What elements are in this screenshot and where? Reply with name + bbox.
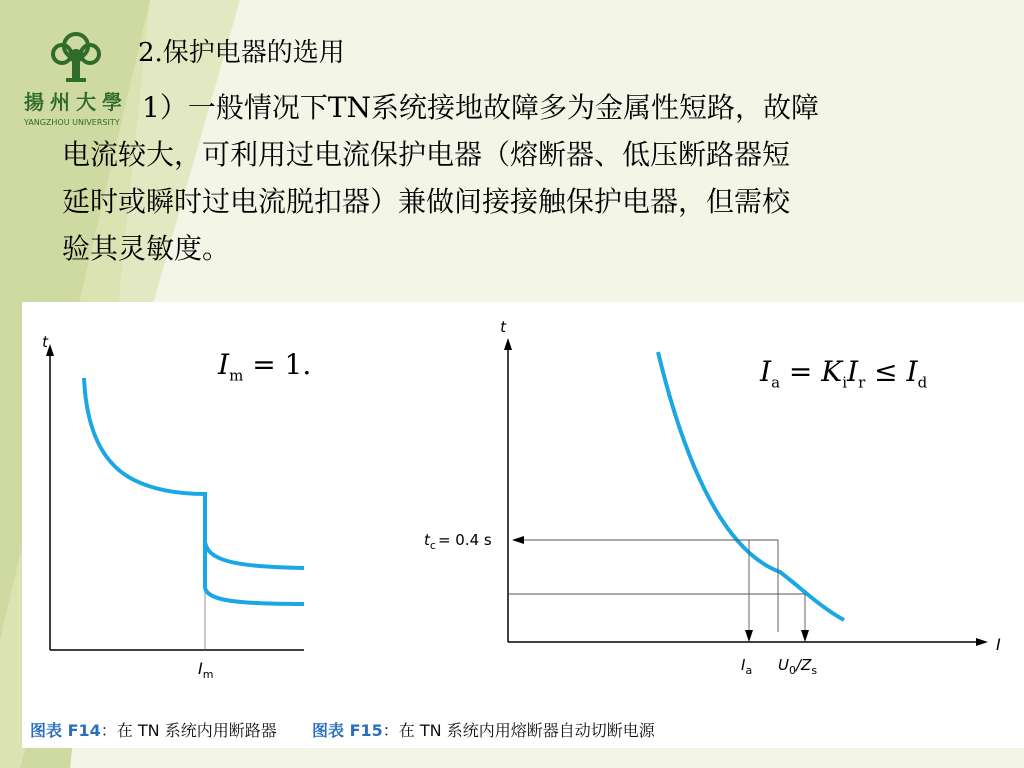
body-paragraph: [62, 84, 962, 272]
university-name-cn: 揚州大學: [24, 90, 128, 114]
y-axis-label: t: [42, 333, 48, 351]
tc-label: $t_c = 0.4$ s: [424, 531, 492, 552]
caption-f14: [30, 718, 277, 741]
caption-tag: 图表 F14: [30, 721, 101, 740]
tc-arrow-icon: [512, 536, 524, 544]
caption-tag: 图表 F15: [312, 721, 383, 740]
fuse-curve-figure: [400, 302, 1024, 712]
caption-text: ：在 TN 系统内用熔断器自动切断电源: [382, 721, 655, 740]
paragraph-line: 电流较大，可利用过电流保护电器（熔断器、低压断路器短: [62, 138, 791, 171]
y-axis-label: t: [500, 318, 506, 336]
ia-tick-label: $I_a$: [741, 656, 753, 677]
tree-emblem-icon: [48, 26, 104, 84]
formula-im: $I_m = 1$.: [218, 348, 312, 385]
university-name-en: YANGZHOU UNIVERSITY: [24, 118, 120, 127]
caption-text: ：在 TN 系统内用断路器: [100, 721, 277, 740]
fuse-time-current-curve: [658, 352, 844, 620]
paragraph-line: 延时或瞬时过电流脱扣器）兼做间接接触保护电器，但需校: [62, 185, 791, 218]
paragraph-line: 验其灵敏度。: [62, 232, 231, 265]
trip-curve-upper-band: [205, 542, 304, 568]
paragraph-text: 一般情况下TN系统接地故障多为金属性短路，故障: [187, 91, 820, 124]
x-axis-arrow-icon: [976, 638, 988, 646]
y-axis-arrow-icon: [504, 338, 512, 350]
trip-curve-thermal: [84, 378, 205, 542]
trip-curve-lower-band: [205, 542, 304, 604]
ia-arrow-icon: [745, 630, 753, 642]
u0zs-arrow-icon: [801, 630, 809, 642]
im-tick-label: $I_m$: [198, 659, 214, 681]
section-heading: 2.保护电器的选用: [138, 38, 345, 68]
x-axis-label: I: [996, 635, 1001, 654]
u0zs-tick-label: $U_0/Z_s$: [778, 656, 818, 677]
paragraph-line: [62, 84, 962, 131]
item-number: 1）: [142, 91, 188, 124]
formula-ia: $I_a = K_iI_r \le I_d$: [760, 355, 928, 392]
caption-f15: [312, 718, 655, 741]
